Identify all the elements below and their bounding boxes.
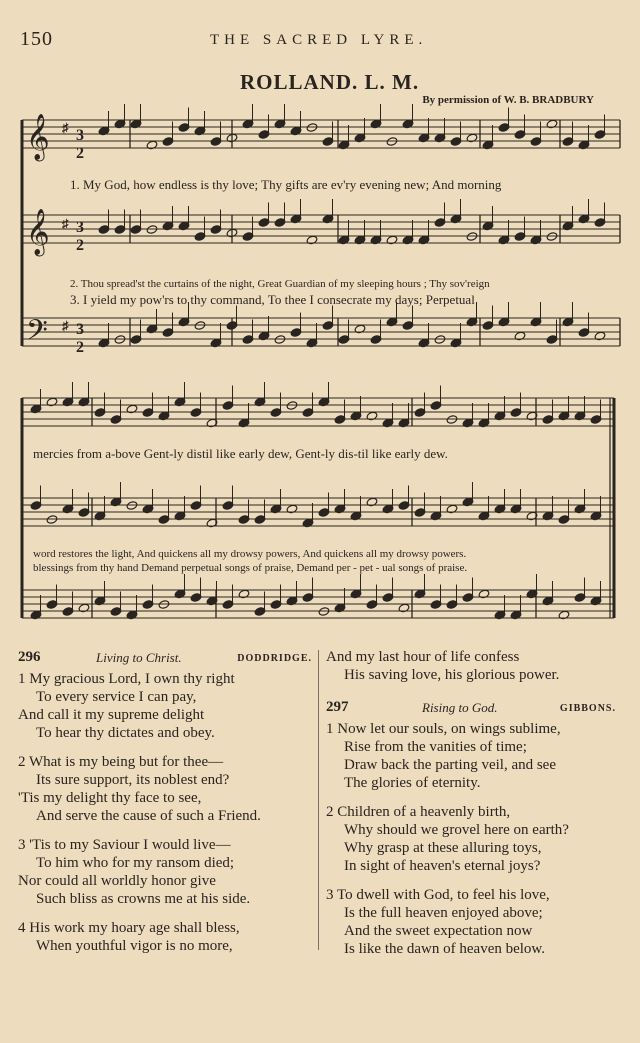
- stanza: [18, 836, 312, 908]
- note-head: [466, 232, 478, 242]
- column-divider: [318, 650, 319, 950]
- verse-line: Rise from the vanities of time;: [344, 739, 527, 755]
- hymn-header: [18, 648, 312, 670]
- verse-line: And my last hour of life confess: [326, 649, 520, 665]
- note-head: [146, 225, 158, 235]
- verse-line: 2 What is my being but for thee—: [18, 754, 224, 770]
- verse-line: To him who for my ransom died;: [36, 855, 235, 871]
- lyric-line-system2-verse1: mercies from a-bove Gent-ly distil like early dew, Gent-ly dis-til like early dew.: [33, 446, 448, 461]
- stanza-continuation: [326, 648, 616, 684]
- stanza: [18, 670, 312, 742]
- verse-line: 2 Children of a heavenly birth,: [326, 804, 511, 820]
- tune-title: ROLLAND. L. M.: [240, 70, 420, 94]
- stanza: [326, 886, 616, 958]
- lyric-line-system1-verse2: 2. Thou spread'st the curtains of the night, Great Guardian of my sleeping hours ; Thy sov'reign: [70, 278, 490, 290]
- hymn-author: DODDRIDGE.: [237, 653, 312, 664]
- time-signature-icon: 3: [76, 219, 84, 236]
- note-head: [318, 607, 330, 617]
- time-signature-icon: 2: [76, 237, 84, 254]
- verse-line: 1 My gracious Lord, I own thy right: [18, 671, 235, 687]
- treble-clef-icon: 𝄞: [26, 114, 50, 160]
- verse-line: Why grasp at these alluring toys,: [344, 840, 542, 856]
- verse-line: And serve the cause of such a Friend.: [36, 808, 261, 824]
- note-head: [158, 600, 170, 610]
- verse-line: In sight of heaven's eternal joys?: [344, 858, 541, 874]
- verse-line: 'Tis my delight thy face to see,: [18, 790, 202, 806]
- note-head: [386, 137, 398, 147]
- staff-lines: [22, 120, 620, 618]
- sharp-icon: ♯: [62, 216, 69, 231]
- note-head: [126, 501, 138, 511]
- verse-line: To hear thy dictates and obey.: [36, 725, 215, 741]
- note-head: [434, 335, 446, 345]
- verse-line: Nor could all worldly honor give: [18, 873, 216, 889]
- hymn-title: Living to Christ.: [96, 650, 182, 665]
- verse-line: Is like the dawn of heaven below.: [344, 941, 546, 957]
- lyric-line-system1-verse3: 3. I yield my pow'rs to thy command, To thee I consecrate my days; Perpetual: [70, 292, 475, 307]
- verse-line: 3 To dwell with God, to feel his love,: [326, 887, 550, 903]
- note-head: [286, 401, 298, 411]
- time-signature-icon: 3: [76, 321, 84, 338]
- lyric-line-system2-verse3: blessings from thy hand Demand perpetual songs of praise, Demand per - pet - ual songs of praise.: [33, 562, 468, 574]
- note-head: [546, 232, 558, 242]
- note-head: [306, 123, 318, 133]
- hymn-author: GIBBONS.: [559, 703, 616, 714]
- verse-line: His saving love, his glorious power.: [344, 667, 560, 683]
- permission-note: By permission of W. B. BRADBURY: [422, 94, 594, 106]
- verse-line: And call it my supreme delight: [18, 707, 205, 723]
- stanza: [18, 919, 312, 955]
- verse-line: Why should we grovel here on earth?: [344, 822, 569, 838]
- verse-line: 3 'Tis to my Saviour I would live—: [18, 837, 231, 853]
- hymn-296: [18, 648, 312, 966]
- hymn-number: 297: [326, 699, 349, 715]
- stanza: [18, 753, 312, 825]
- verse-line: Draw back the parting veil, and see: [344, 757, 556, 773]
- verse-line: Its sure support, its noblest end?: [36, 772, 230, 788]
- sharp-icon: ♯: [62, 120, 69, 135]
- verse-line: When youthful vigor is no more,: [36, 938, 233, 954]
- lyric-line-system1-verse1: 1. My God, how endless is thy love; Thy gifts are ev'ry evening new; And morning: [70, 177, 502, 192]
- time-signature-icon: 3: [76, 127, 84, 144]
- stanza: [326, 720, 616, 792]
- right-column: [326, 648, 616, 969]
- time-signature-icon: 2: [76, 339, 84, 356]
- verse-line: And the sweet expectation now: [344, 923, 533, 939]
- running-title: THE SACRED LYRE.: [210, 32, 428, 48]
- clefs: [26, 114, 84, 356]
- verse-line: Is the full heaven enjoyed above;: [344, 905, 543, 921]
- stanza: [326, 803, 616, 875]
- note-head: [274, 335, 286, 345]
- verse-line: To every service I can pay,: [36, 689, 197, 705]
- note-head: [446, 415, 458, 425]
- note-head: [46, 515, 58, 525]
- verse-line: 4 His work my hoary age shall bless,: [18, 920, 240, 936]
- hymn-header: [326, 698, 616, 720]
- sharp-icon: ♯: [62, 318, 69, 333]
- page-number: 150: [20, 28, 53, 50]
- hymn-title: Rising to God.: [422, 700, 498, 715]
- note-head: [114, 335, 126, 345]
- note-head: [194, 321, 206, 331]
- verse-line: Such bliss as crowns me at his side.: [36, 891, 251, 907]
- treble-clef-icon: 𝄞: [26, 209, 50, 255]
- hymn-number: 296: [18, 649, 41, 665]
- verse-line: The glories of eternity.: [344, 775, 481, 791]
- time-signature-icon: 2: [76, 145, 84, 162]
- bass-clef-icon: 𝄢: [26, 314, 48, 354]
- lyric-line-system2-verse2: word restores the light, And quickens all my drowsy powers, And quickens all my drowsy powers.: [33, 548, 467, 560]
- verse-line: 1 Now let our souls, on wings sublime,: [326, 721, 561, 737]
